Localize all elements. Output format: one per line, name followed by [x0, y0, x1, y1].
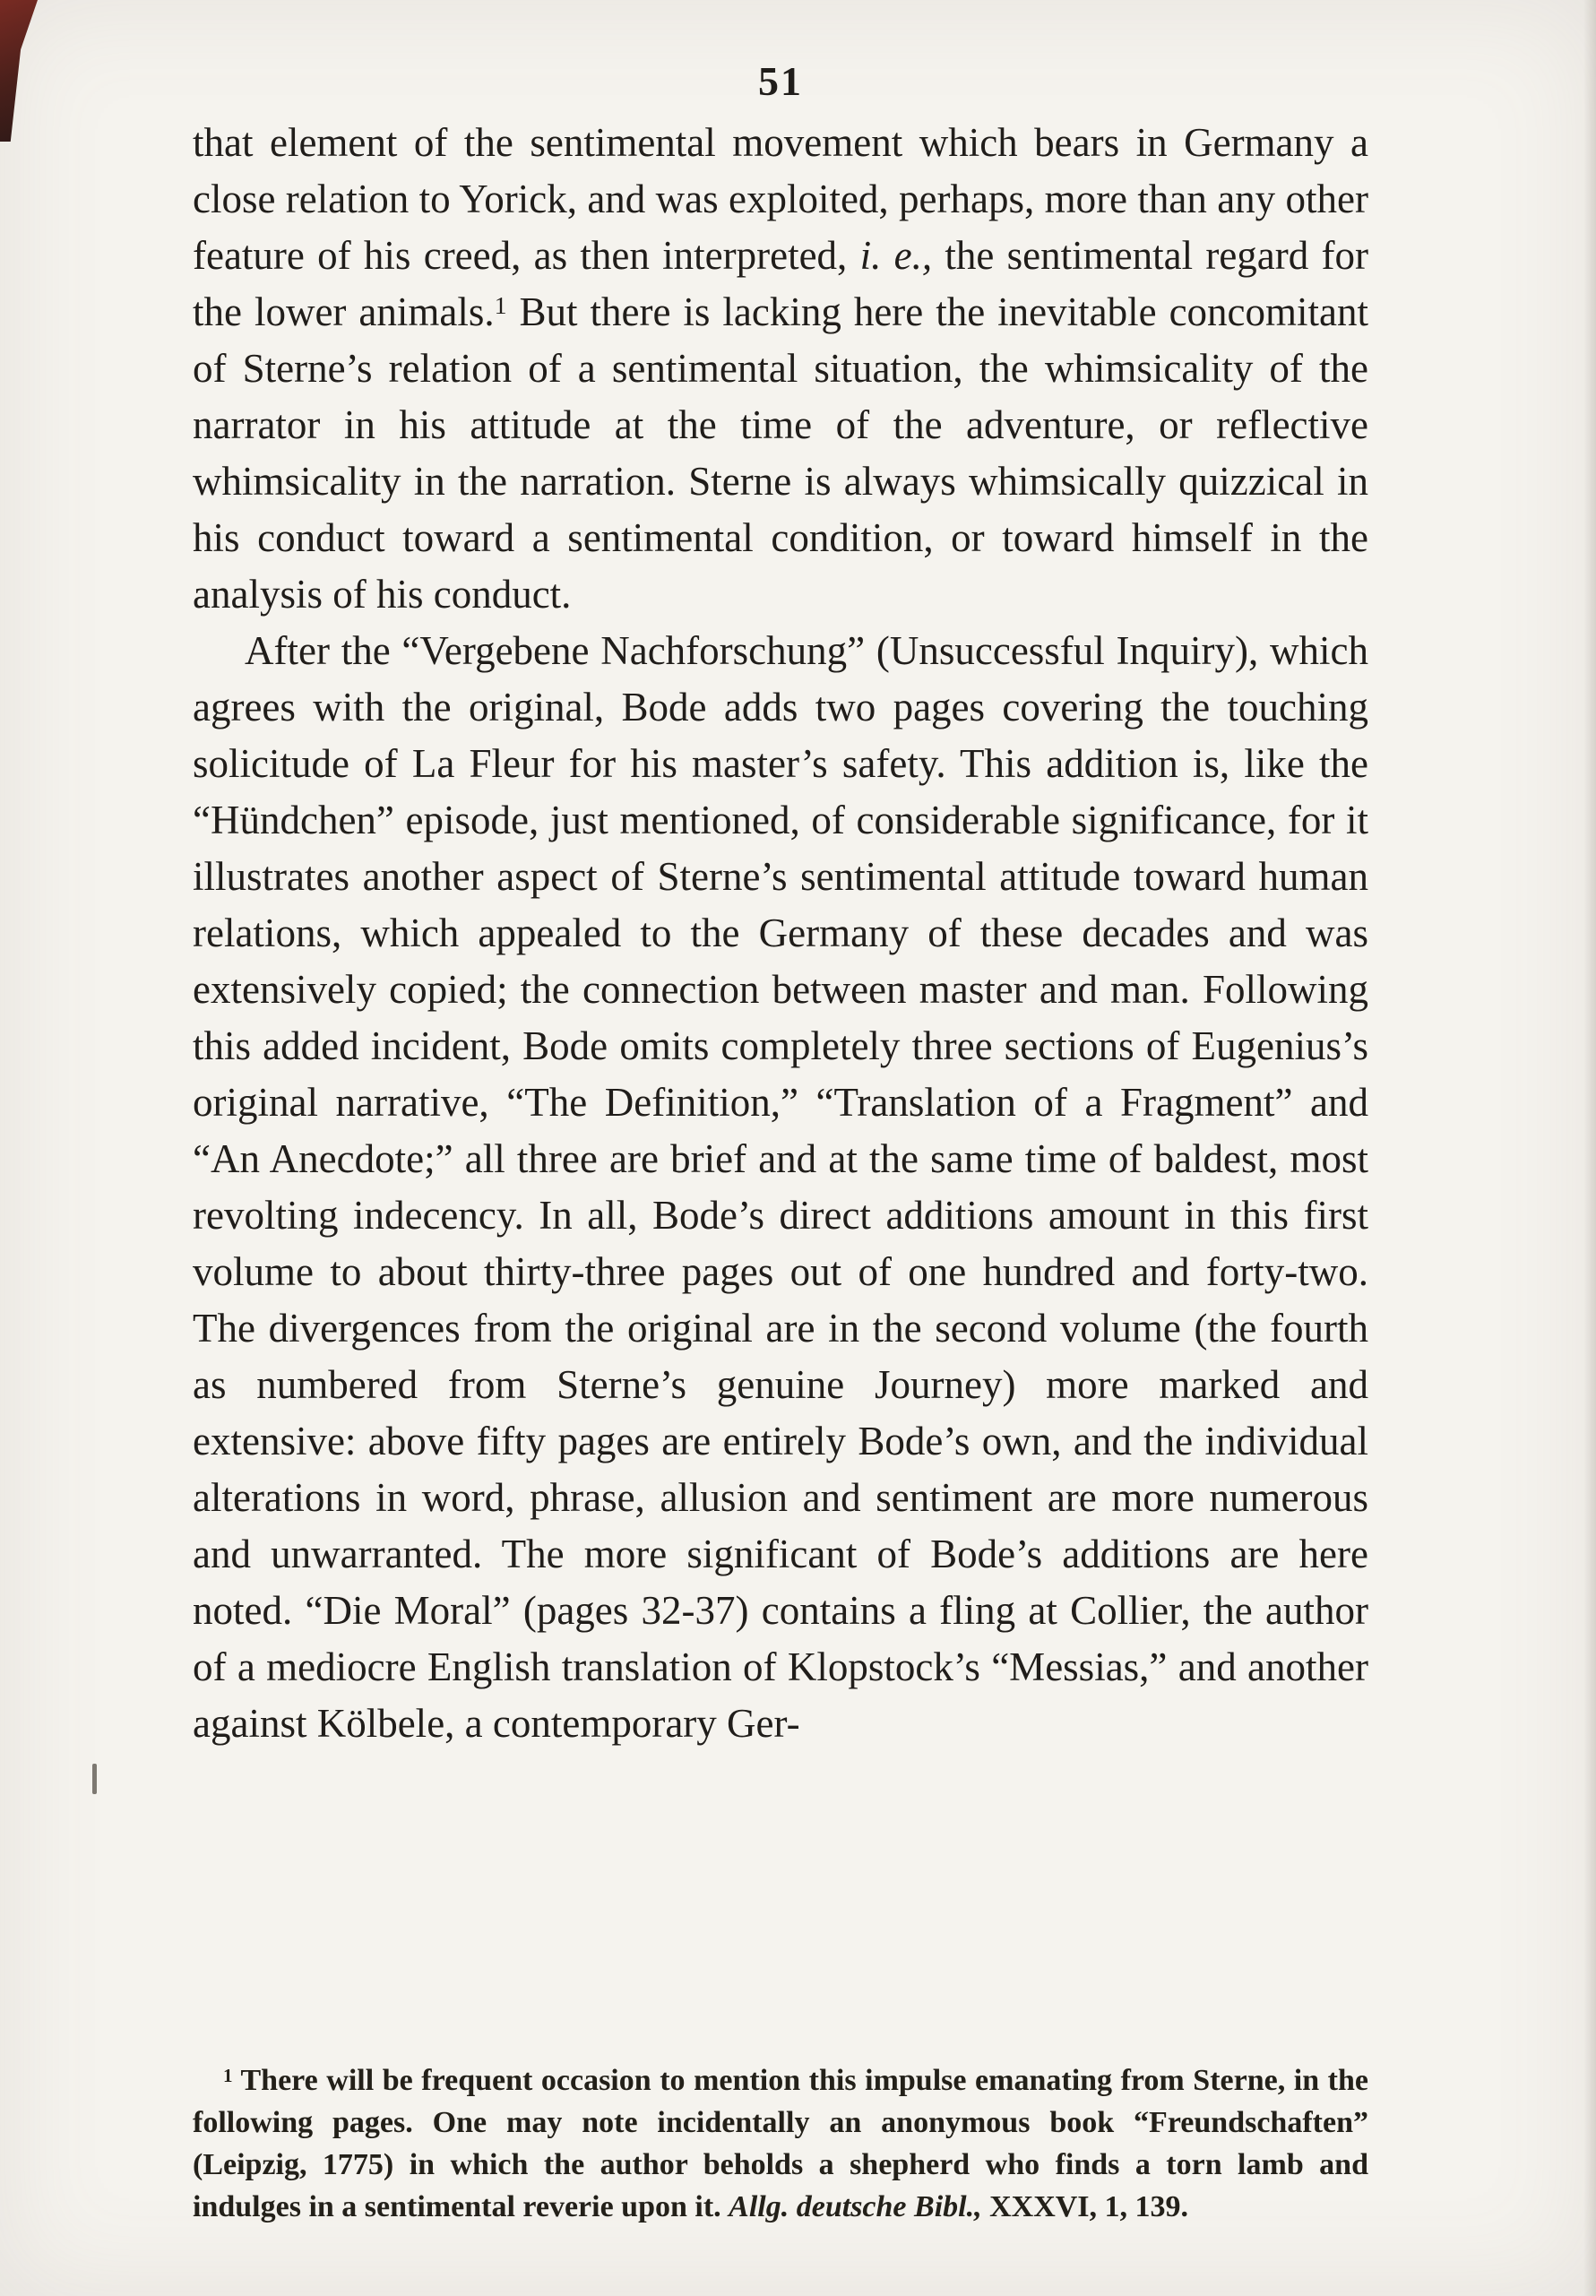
scan-artifact-left-tick	[92, 1764, 97, 1794]
scan-artifact-top-left	[0, 0, 38, 142]
page-number: 51	[758, 58, 803, 104]
footnote-reference: 1	[494, 292, 507, 321]
scan-artifact-right-edge	[1583, 0, 1596, 2296]
paragraph-2: After the “Vergebene Nachforschung” (Unsuccessful Inquiry), which agrees with the original, Bode adds two pages covering the touching solicitude of La Fleur for his master’s safety. This addition is, like the “Hündchen” episode, just mentioned, of considerable significance, for it illustrates another aspect of Sterne’s sentimental attitude toward human relations, which appealed to the Germany of these decades and was extensively copied; the connection between master and man. Following this added incident, Bode omits completely three sections of Eugenius’s original narrative, “The Definition,” “Translation of a Fragment” and “An Anecdote;” all three are brief and at the same time of baldest, most revolting indecency. In all, Bode’s direct additions amount in this first volume to about thirty-three pages out of one hundred and forty-two. The divergences from the original are in the second volume (the fourth as numbered from Sterne’s genuine Journey) more marked and extensive: above fifty pages are entirely Bode’s own, and the individual alterations in word, phrase, allusion and sentiment are more numerous and unwarranted. The more significant of Bode’s additions are here noted. “Die Moral” (pages 32-37) contains a fling at Collier, the author of a mediocre English translation of Klopstock’s “Messias,” and another against Kölbele, a contemporary Ger-	[193, 628, 1368, 1746]
footnote-text-italic: Allg. deutsche Bibl.,	[729, 2190, 982, 2223]
text-run-italic: i. e.,	[859, 233, 933, 278]
footnote	[193, 2059, 1368, 2228]
text-run: the sentimental regard for the lower animals.	[193, 233, 1369, 334]
footnote-text: XXXVI, 1, 139.	[981, 2190, 1189, 2223]
footnote-marker: 1	[223, 2064, 233, 2086]
footnote-text: There will be frequent occasion to mention this impulse emanating from Sterne, in the following pages. One may note incidentally an anonymous book “Freundschaften” (Leipzig, 1775) in which the author beholds a shepherd who finds a torn lamb and indulges in a sentimental reverie upon it.	[193, 2064, 1368, 2223]
text-run: But there is lacking here the inevitable concomitant of Sterne’s relation of a sentimental situation, the whimsicality of the narrator in his attitude at the time of the adventure, or reflective whimsicality in the narration. Sterne is always whimsically quizzical in his conduct toward a sentimental condition, or toward himself in the analysis of his conduct.	[193, 289, 1368, 617]
paragraph-1	[193, 115, 1368, 623]
page-body	[193, 115, 1368, 1752]
text-run: that element of the sentimental movement which bears in Germany a close relation to Yorick, and was exploited, perhaps, more than any other feature of his creed, as then interpreted,	[193, 120, 1368, 278]
